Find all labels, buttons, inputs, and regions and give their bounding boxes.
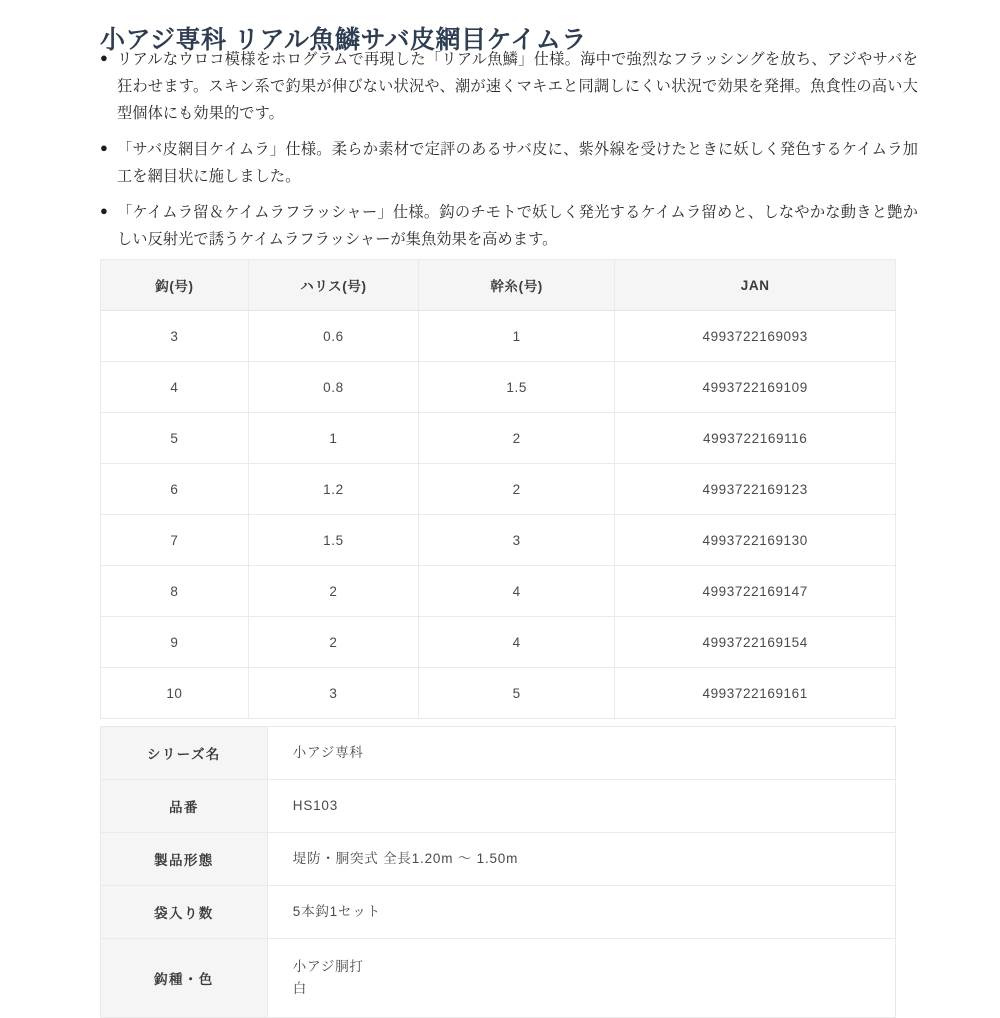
cell-hook: 4: [101, 362, 249, 413]
info-row-series: [101, 727, 896, 780]
feature-text: 「サバ皮網目ケイムラ」仕様。柔らか素材で定評のあるサバ皮に、紫外線を受けたときに妖しく発色するケイムラ加工を網目状に施しました。: [117, 141, 918, 186]
cell-harisu: 2: [248, 566, 418, 617]
table-row: [101, 311, 896, 362]
table-row: [101, 617, 896, 668]
cell-jan: 4993722169130: [615, 515, 896, 566]
feature-list-item: [100, 136, 918, 190]
feature-list-item: [100, 199, 918, 253]
cell-hook: 8: [101, 566, 249, 617]
specification-table-container: [100, 259, 896, 719]
product-info-table: [100, 726, 896, 1018]
table-row: [101, 515, 896, 566]
cell-mikito: 1.5: [418, 362, 614, 413]
cell-harisu: 1.2: [248, 464, 418, 515]
cell-mikito: 3: [418, 515, 614, 566]
info-label-hook-type-color: 鈎種・色: [101, 939, 268, 1018]
cell-harisu: 2: [248, 617, 418, 668]
info-value-hook-type: 小アジ胴打: [292, 958, 364, 974]
cell-mikito: 2: [418, 413, 614, 464]
page-title: 小アジ専科 リアル魚鱗サバ皮網目ケイムラ: [100, 25, 587, 54]
cell-harisu: 0.6: [248, 311, 418, 362]
bullet-icon: ●: [100, 140, 108, 156]
info-label-pack-quantity: 袋入り数: [101, 886, 268, 939]
cell-hook: 10: [101, 668, 249, 719]
cell-mikito: 2: [418, 464, 614, 515]
cell-jan: 4993722169147: [615, 566, 896, 617]
column-header-mikito: 幹糸(号): [418, 260, 614, 311]
cell-jan: 4993722169116: [615, 413, 896, 464]
cell-hook: 5: [101, 413, 249, 464]
column-header-harisu: ハリス(号): [248, 260, 418, 311]
cell-mikito: 1: [418, 311, 614, 362]
cell-mikito: 4: [418, 566, 614, 617]
feature-text: 「ケイムラ留＆ケイムラフラッシャー」仕様。鈎のチモトで妖しく発光するケイムラ留めと、しなやかな動きと艶かしい反射光で誘うケイムラフラッシャーが集魚効果を高めます。: [117, 204, 918, 249]
specification-table: [100, 259, 896, 719]
info-value-model-number: HS103: [267, 780, 895, 833]
feature-list-item: [100, 46, 918, 127]
cell-jan: 4993722169123: [615, 464, 896, 515]
info-label-series: シリーズ名: [101, 727, 268, 780]
info-row-hook-type-color: [101, 939, 896, 1018]
table-header-row: [101, 260, 896, 311]
cell-mikito: 5: [418, 668, 614, 719]
info-row-model-number: [101, 780, 896, 833]
cell-harisu: 3: [248, 668, 418, 719]
cell-harisu: 1: [248, 413, 418, 464]
cell-jan: 4993722169161: [615, 668, 896, 719]
cell-hook: 7: [101, 515, 249, 566]
cell-mikito: 4: [418, 617, 614, 668]
cell-hook: 9: [101, 617, 249, 668]
table-header: [101, 260, 896, 311]
cell-harisu: 1.5: [248, 515, 418, 566]
info-label-product-form: 製品形態: [101, 833, 268, 886]
bullet-icon: ●: [100, 203, 108, 219]
cell-jan: 4993722169093: [615, 311, 896, 362]
feature-text: リアルなウロコ模様をホログラムで再現した「リアル魚鱗」仕様。海中で強烈なフラッシングを放ち、アジやサバを狂わせます。スキン系で釣果が伸びない状況や、潮が速くマキエと同調しにくい状況で効果を発揮。魚食性の高い大型個体にも効果的です。: [117, 51, 918, 123]
info-value-hook-color: 白: [292, 981, 308, 996]
table-row: [101, 413, 896, 464]
table-row: [101, 362, 896, 413]
info-value-pack-quantity: 5本鈎1セット: [267, 886, 895, 939]
info-row-pack-quantity: [101, 886, 896, 939]
bullet-icon: ●: [100, 50, 108, 65]
info-label-model-number: 品番: [101, 780, 268, 833]
column-header-hook: 鈎(号): [101, 260, 249, 311]
cell-hook: 3: [101, 311, 249, 362]
info-value-product-form: 堤防・胴突式 全長1.20m 〜 1.50m: [267, 833, 895, 886]
table-row: [101, 668, 896, 719]
feature-list: [100, 46, 918, 262]
table-body: [101, 311, 896, 719]
table-row: [101, 566, 896, 617]
cell-hook: 6: [101, 464, 249, 515]
cell-jan: 4993722169154: [615, 617, 896, 668]
info-value-hook-type-color: [267, 939, 895, 1018]
cell-harisu: 0.8: [248, 362, 418, 413]
column-header-jan: JAN: [615, 260, 896, 311]
table-row: [101, 464, 896, 515]
product-info-table-container: [100, 726, 896, 1018]
cell-jan: 4993722169109: [615, 362, 896, 413]
info-value-series: 小アジ専科: [267, 727, 895, 780]
info-row-product-form: [101, 833, 896, 886]
